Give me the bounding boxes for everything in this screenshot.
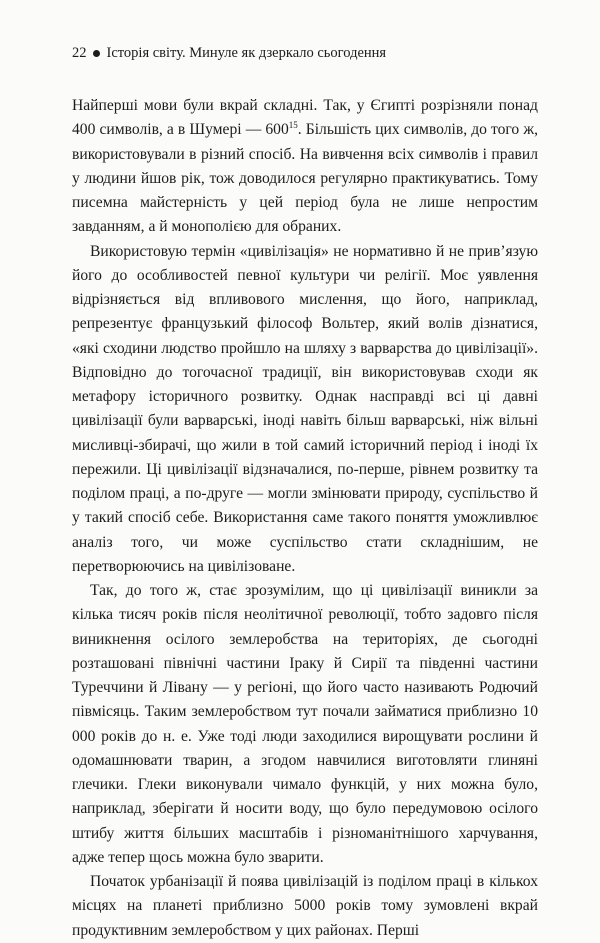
paragraph-2: Використовую термін «цивілізація» не нормативно й не прив’язую його до особливостей певної культури чи релігії. Моє уявлення відрізняється від впливового мислення, що його, наприклад, репрезентує французький філософ Вольтер, який волів дізнатися, «які сходини людство пройшло на шляху з варварства до цивілізації». Відповідно до тогочасної традиції, він використовував сходи як метафору історичного розвитку. Однак насправді всі ці давні цивілізації були варварські, іноді навіть більш варварські, ніж вільні мисливці-збирачі, що жили в той самий історичний період і іноді їх пережили. Ці цивілізації відзначалися, по-перше, рівнем розвитку та поділом праці, а по-друге — могли змінювати природу, суспільство й у такий спосіб себе. Використання саме такого поняття уможливлює аналіз того, чи може суспільство стати складнішим, не перетворюючись на цивілізоване.	[72, 242, 538, 575]
footnote-marker: 15	[288, 120, 298, 131]
running-head	[72, 44, 560, 62]
paragraph-4: Початок урбанізації й поява цивілізацій із поділом праці в кількох місцях на планеті приблизно 5000 років тому зумовлені вкрай продуктивним землеробством у цих районах. Перші	[72, 873, 538, 939]
running-title: Історія світу. Минуле як дзеркало сьогодення	[106, 45, 387, 61]
body-text	[72, 94, 538, 943]
page-number: 22	[72, 45, 87, 61]
paragraph-1-text-start: Найперші мови були вкрай складні. Так, у Єгипті розрізняли понад 400 символів, а в Шумері — 600	[72, 97, 538, 139]
paragraph-3: Так, до того ж, стає зрозумілим, що ці цивілізації виникли за кілька тисяч років після неолітичної революції, тобто задовго після виникнення осілого землеробства на територіях, де сьогодні розташовані північні частини Іраку й Сирії та південні частини Туреччини й Лівану — у регіоні, що його часто називають Родючий півмісяць. Таким землеробством тут почали займатися приблизно 10 000 років до н. е. Уже тоді люди заходилися вирощувати рослини й одомашнювати тварин, а згодом навчилися виготовляти глиняні глечики. Глеки виконували чимало функцій, у них можна було, наприклад, зберігати й носити воду, що було передумовою осілого штибу життя більших масштабів і різноманітнішого харчування, адже тепер щось можна було зварити.	[72, 582, 538, 866]
paragraph-1	[72, 94, 538, 240]
paragraph-1-text-end: . Більшість цих символів, до того ж, використовували в різний спосіб. На вивчення всіх символів і правил у людини йшов рік, тож доводилося регулярно практикуватись. Тому писемна майстерність у цей період була не лише непростим завданням, а й монополією для обраних.	[72, 121, 538, 236]
bullet-icon	[93, 50, 100, 57]
